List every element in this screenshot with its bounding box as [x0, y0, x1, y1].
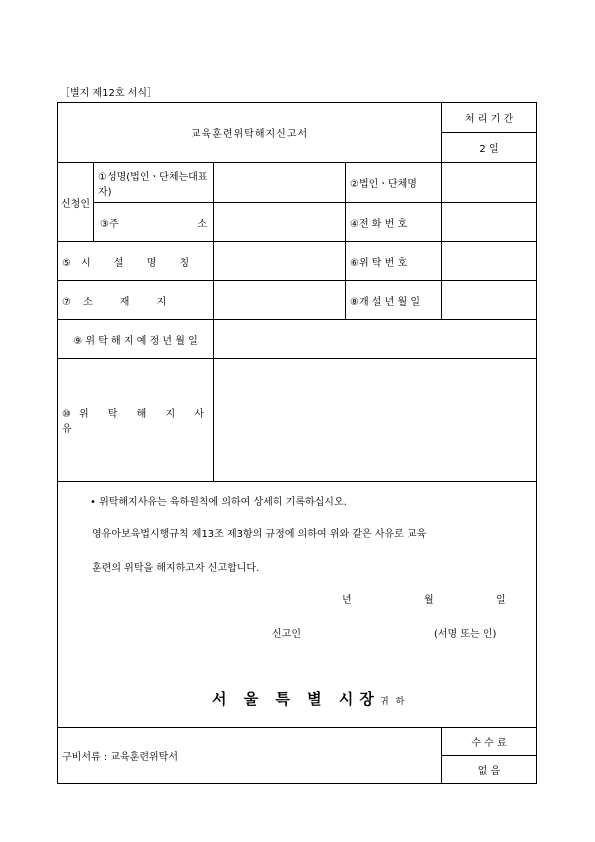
address-label: [94, 203, 214, 242]
reporter-label: 신고인: [272, 629, 301, 640]
name-field[interactable]: [214, 163, 346, 203]
addressee-jang: 장: [359, 690, 377, 708]
fee-value: 없 음: [442, 756, 537, 784]
declaration-line-1: 영유아보육법시행규칙 제13조 제3항의 규정에 의하여 위와 같은 사유로 교육: [92, 529, 427, 540]
date-year: 년: [342, 595, 352, 606]
reason-field[interactable]: [214, 359, 537, 482]
org-name-label: ②법인ㆍ단체명: [346, 163, 442, 203]
notice-text: • 위탁해지사유는 육하원칙에 의하여 상세히 기록하십시오.: [90, 497, 347, 508]
open-date-field[interactable]: [442, 281, 537, 320]
address-label-a: ③주: [100, 218, 119, 230]
location-label: ⑦소 재 지: [58, 281, 214, 320]
form-number: ［별지 제12호 서식］: [60, 88, 158, 99]
addressee-main: 서 울 특 별 시: [212, 690, 360, 708]
open-date-label: ⑧개 설 년 월 일: [346, 281, 442, 320]
applicant-label: 신청인: [58, 163, 94, 242]
reason-label: ⑩위 탁 해 지 사 유: [58, 359, 214, 482]
reporter-sign: (서명 또는 인): [434, 629, 497, 640]
facility-label: ⑤시 설 명 칭: [58, 242, 214, 281]
location-field[interactable]: [214, 281, 346, 320]
fee-label: 수 수 료: [442, 728, 537, 756]
facility-field[interactable]: [214, 242, 346, 281]
processing-value: 2 일: [442, 133, 537, 163]
addressee-suffix: 귀 하: [380, 697, 407, 707]
addressee: [212, 688, 406, 709]
org-name-field[interactable]: [442, 163, 537, 203]
planned-date-label: ⑨ 위 탁 해 지 예 정 년 월 일: [58, 320, 214, 359]
declaration-block: [58, 482, 537, 728]
date-day: 일: [496, 595, 506, 606]
planned-date-field[interactable]: [214, 320, 537, 359]
form-title: 교육훈련위탁해지신고서: [58, 103, 442, 163]
address-field[interactable]: [214, 203, 346, 242]
declaration-line-2: 훈련의 위탁을 해지하고자 신고합니다.: [92, 563, 260, 574]
report-form: [57, 102, 537, 784]
name-label: ①성명(법인ㆍ단체는대표자): [94, 163, 214, 203]
attachments: 구비서류 : 교육훈련위탁서: [58, 728, 442, 784]
processing-label: 처 리 기 간: [442, 103, 537, 133]
phone-label: ④전 화 번 호: [346, 203, 442, 242]
trust-no-field[interactable]: [442, 242, 537, 281]
date-month: 월: [424, 595, 434, 606]
trust-no-label: ⑥위 탁 번 호: [346, 242, 442, 281]
phone-field[interactable]: [442, 203, 537, 242]
address-label-b: 소: [197, 218, 207, 230]
